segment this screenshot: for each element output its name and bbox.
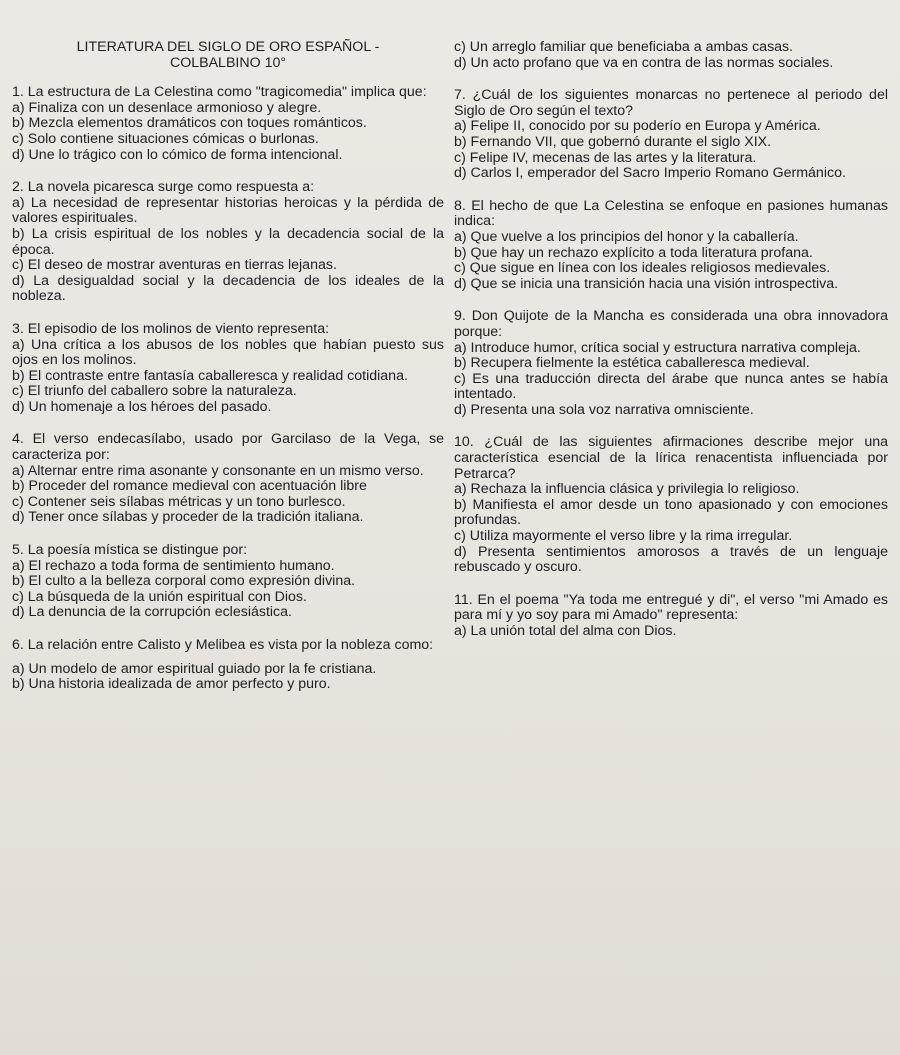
question-4 [12, 432, 444, 526]
option-b: b) Proceder del romance medieval con acentuación libre [12, 478, 367, 495]
question-8 [454, 199, 888, 293]
option-a: a) El rechazo a toda forma de sentimiento humano. [12, 557, 335, 574]
question-10 [454, 435, 888, 575]
question-7 [454, 88, 888, 182]
question-stem: 4. El verso endecasílabo, usado por Garcilaso de la Vega, se caracteriza por: [12, 431, 444, 464]
option-a: a) Rechaza la influencia clásica y privilegia lo religioso. [454, 481, 800, 498]
option-a: a) Una crítica a los abusos de los nobles que habían puesto sus ojos en los molinos. [12, 336, 444, 369]
question-1 [12, 85, 444, 163]
option-c: c) Es una traducción directa del árabe que nunca antes se había intentado. [454, 370, 888, 403]
option-b: b) El culto a la belleza corporal como expresión divina. [12, 573, 356, 590]
option-b: b) El contraste entre fantasía caballeresca y realidad cotidiana. [12, 367, 408, 384]
option-c: c) Un arreglo familiar que beneficiaba a ambas casas. [454, 39, 794, 55]
option-d: d) Presenta una sola voz narrativa omnisciente. [454, 401, 754, 418]
option-c: c) Felipe IV, mecenas de las artes y la literatura. [454, 149, 757, 166]
option-a: a) Felipe II, conocido por su poderío en Europa y América. [454, 118, 821, 135]
option-b: b) Que hay un rechazo explícito a toda literatura profana. [454, 244, 813, 261]
option-b: b) Fernando VII, que gobernó durante el siglo XIX. [454, 133, 772, 150]
option-d: d) Carlos I, emperador del Sacro Imperio Romano Germánico. [454, 165, 846, 182]
option-b: b) Una historia idealizada de amor perfecto y puro. [12, 676, 331, 693]
option-a: a) La unión total del alma con Dios. [454, 623, 677, 639]
question-stem: 8. El hecho de que La Celestina se enfoque en pasiones humanas indica: [454, 197, 888, 230]
question-stem: 7. ¿Cuál de los siguientes monarcas no pertenece al periodo del Siglo de Oro según el texto? [454, 87, 888, 119]
option-c: c) La búsqueda de la unión espiritual con Dios. [12, 588, 307, 605]
question-11 [454, 593, 888, 640]
question-stem: 10. ¿Cuál de las siguientes afirmaciones describe mejor una característica esencial de la lírica renacentista influenciada por Petrarca? [454, 434, 888, 482]
option-a: a) Finaliza con un desenlace armonioso y alegre. [12, 99, 322, 116]
option-d: d) La desigualdad social y la decadencia de los ideales de la nobleza. [12, 272, 444, 305]
option-d: d) Tener once sílabas y proceder de la tradición italiana. [12, 509, 364, 526]
question-stem: 11. En el poema "Ya toda me entregué y di", el verso "mi Amado es para mí y yo soy para mi Amado" representa: [454, 591, 888, 624]
question-6-continued [454, 40, 888, 71]
option-b: b) Recupera fielmente la estética caballeresca medieval. [454, 355, 810, 372]
exam-title: LITERATURA DEL SIGLO DE ORO ESPAÑOL - [76, 39, 380, 55]
question-stem: 9. Don Quijote de la Mancha es considerada una obra innovadora porque: [454, 308, 888, 340]
question-5 [12, 543, 444, 621]
option-a: a) Introduce humor, crítica social y estructura narrativa compleja. [454, 339, 861, 356]
option-a: a) Que vuelve a los principios del honor y la caballería. [454, 228, 799, 245]
question-stem: 2. La novela picaresca surge como respuesta a: [12, 179, 315, 196]
option-c: c) El deseo de mostrar aventuras en tierras lejanas. [12, 257, 337, 274]
option-b: b) Mezcla elementos dramáticos con toques románticos. [12, 115, 367, 132]
right-column [454, 40, 888, 649]
option-d: d) Une lo trágico con lo cómico de forma intencional. [12, 146, 343, 163]
option-a: a) Un modelo de amor espiritual guiado por la fe cristiana. [12, 660, 377, 677]
option-d: d) Presenta sentimientos amorosos a través de un lenguaje rebuscado y oscuro. [454, 543, 888, 576]
exam-header [12, 40, 444, 71]
option-d: d) Un homenaje a los héroes del pasado. [12, 398, 272, 415]
question-stem: 6. La relación entre Calisto y Melibea es vista por la nobleza como: [12, 637, 434, 653]
question-stem: 1. La estructura de La Celestina como "tragicomedia" implica que: [12, 84, 427, 101]
option-a: a) Alternar entre rima asonante y consonante en un mismo verso. [12, 462, 424, 479]
option-c: c) Contener seis sílabas métricas y un tono burlesco. [12, 493, 346, 510]
option-b: b) La crisis espiritual de los nobles y la decadencia social de la época. [12, 225, 444, 258]
left-column [12, 40, 444, 702]
question-6 [12, 638, 444, 693]
question-stem: 5. La poesía mística se distingue por: [12, 542, 248, 559]
exam-subtitle: COLBALBINO 10° [169, 54, 287, 71]
question-2 [12, 180, 444, 305]
option-d: d) Que se inicia una transición hacia una visión introspectiva. [454, 275, 839, 292]
option-a: a) La necesidad de representar historias heroicas y la pérdida de valores espirituales. [12, 194, 444, 227]
option-d: d) Un acto profano que va en contra de las normas sociales. [454, 54, 834, 71]
option-c: c) Que sigue en línea con los ideales religiosos medievales. [454, 260, 831, 277]
option-c: c) Solo contiene situaciones cómicas o burlonas. [12, 130, 319, 147]
option-b: b) Manifiesta el amor desde un tono apasionado y con emociones profundas. [454, 496, 888, 529]
question-9 [454, 309, 888, 418]
option-d: d) La denuncia de la corrupción eclesiástica. [12, 604, 292, 621]
option-c: c) Utiliza mayormente el verso libre y la rima irregular. [454, 528, 793, 545]
question-stem: 3. El episodio de los molinos de viento representa: [12, 320, 330, 337]
question-3 [12, 322, 444, 416]
option-c: c) El triunfo del caballero sobre la naturaleza. [12, 383, 297, 400]
